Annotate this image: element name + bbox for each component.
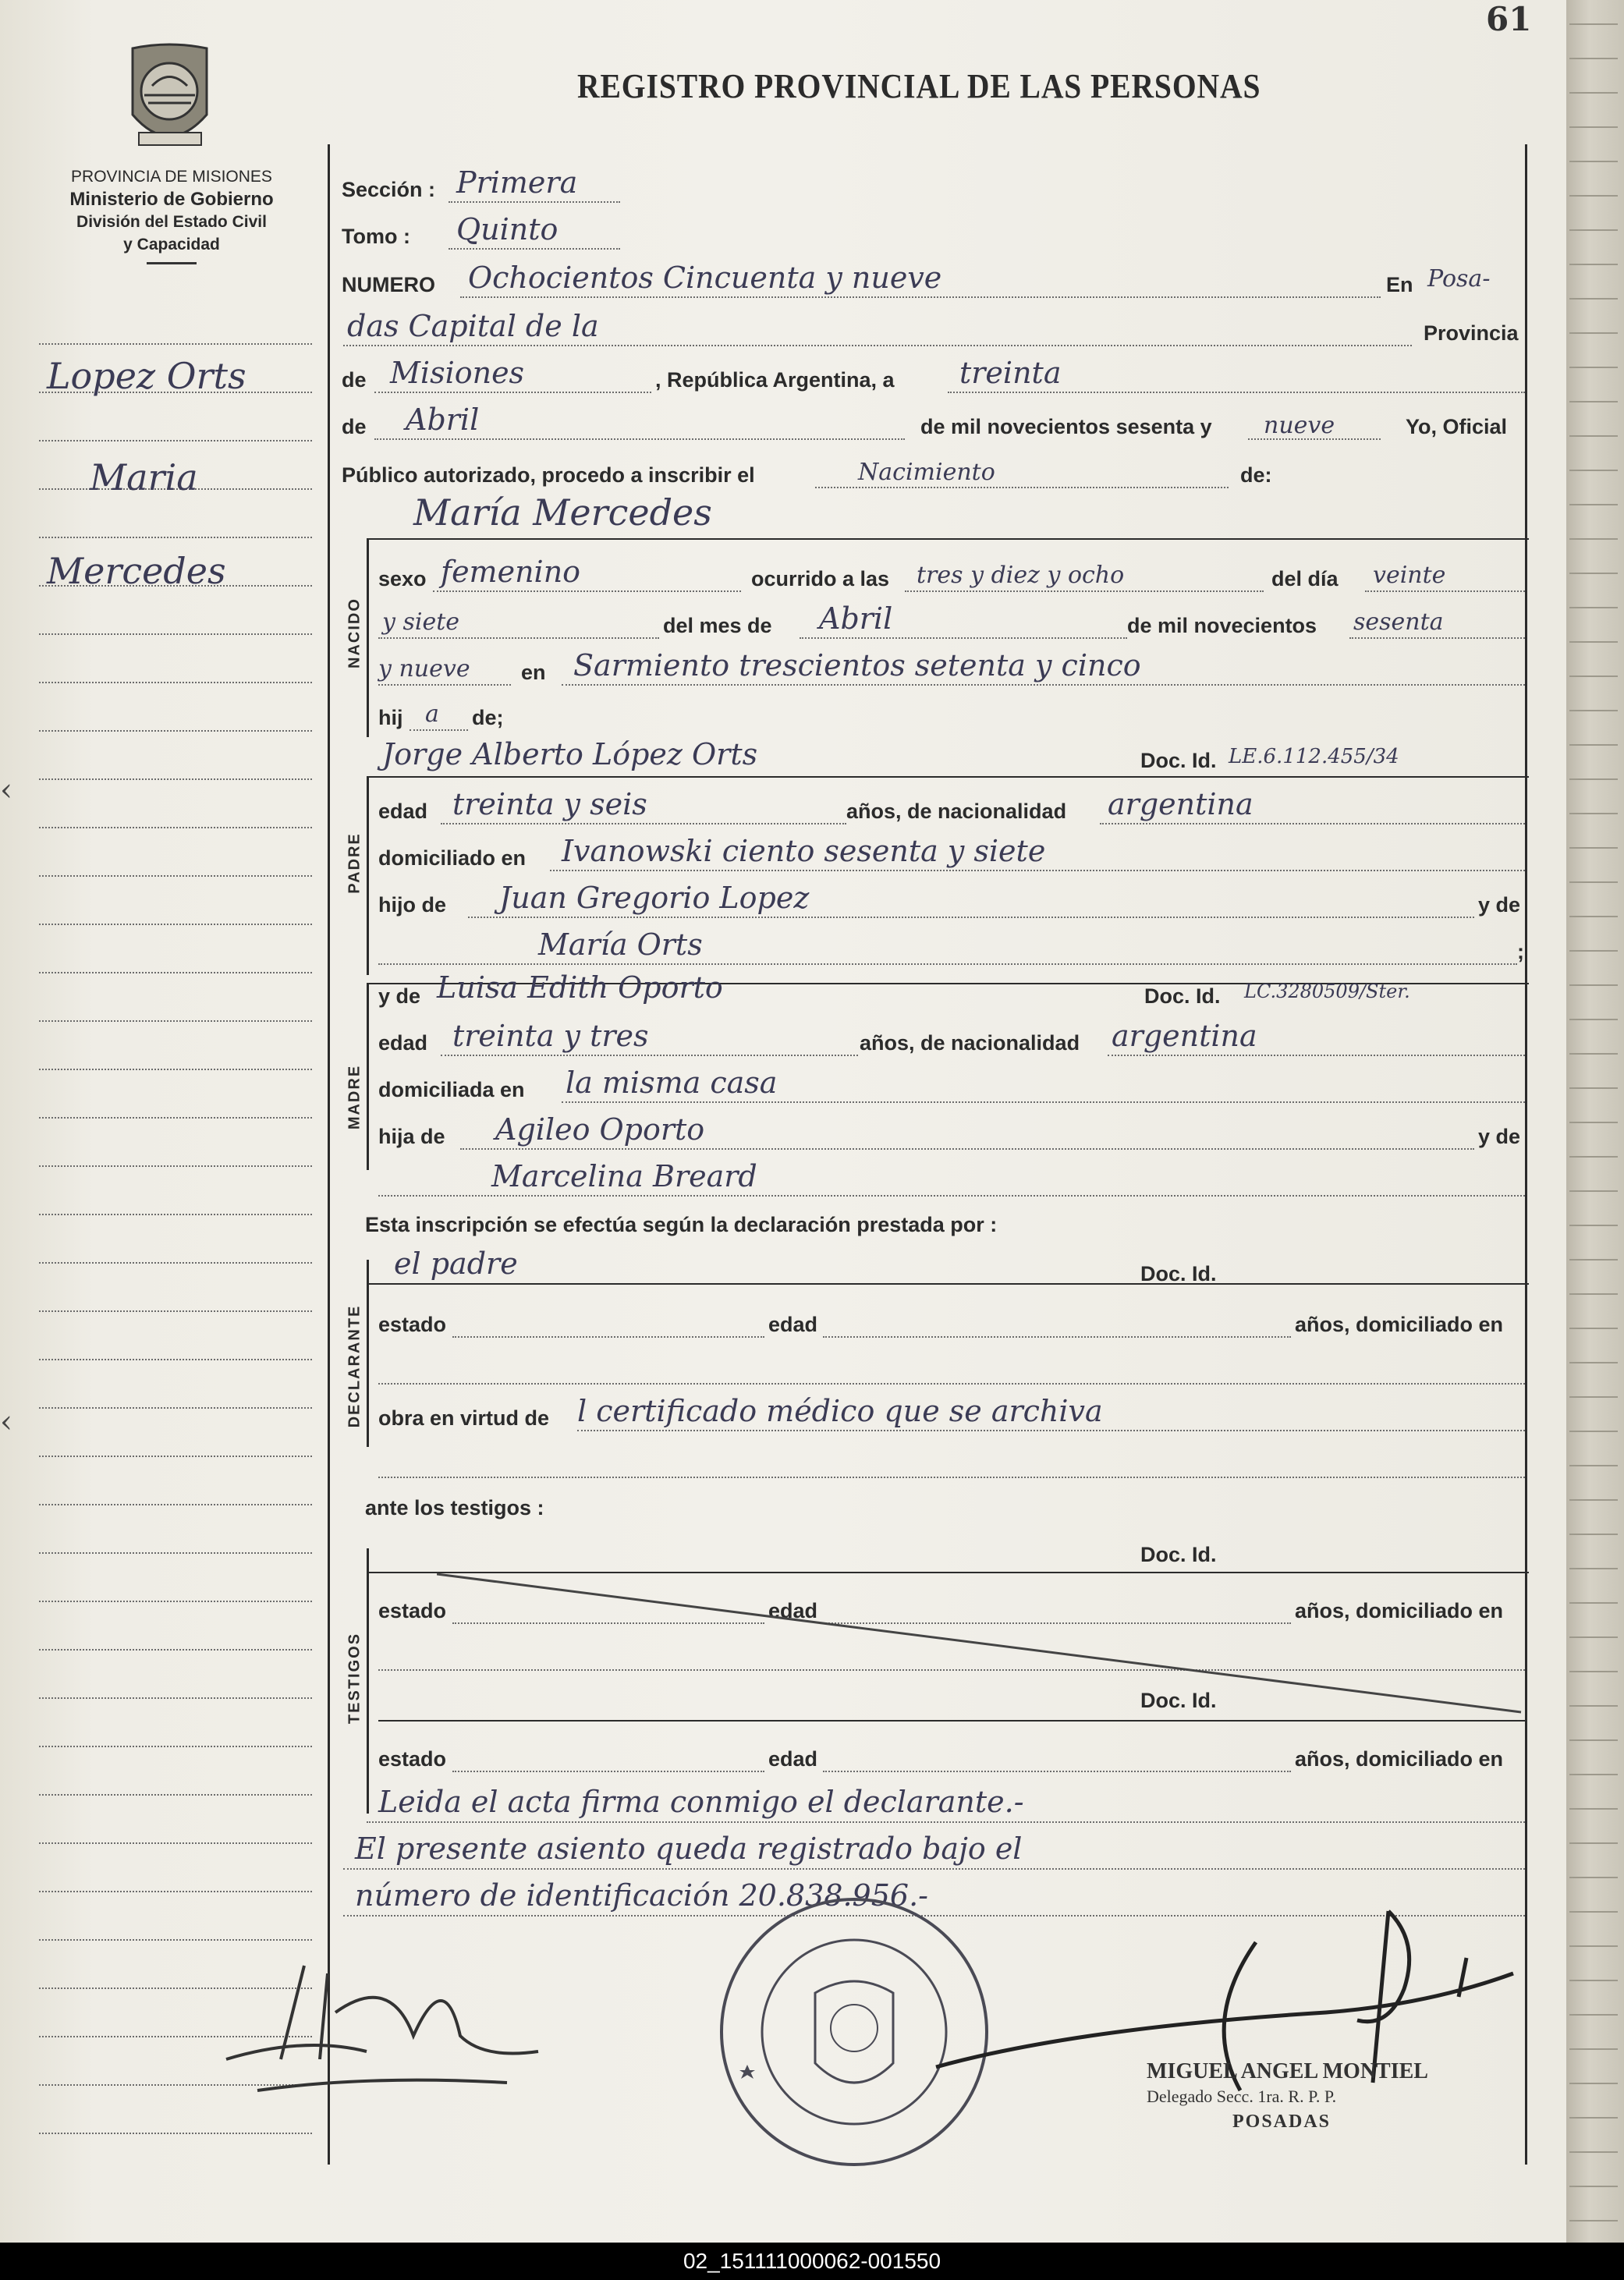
field-padre-padre: Juan Gregorio Lopez xyxy=(499,881,810,915)
side-label-padre: PADRE xyxy=(346,832,363,894)
edge-line xyxy=(1569,229,1618,231)
field-madre-nac: argentina xyxy=(1112,1019,1257,1053)
edge-line xyxy=(1569,367,1618,368)
margin-line xyxy=(39,1939,312,1941)
field-line xyxy=(460,296,1381,298)
margin-line xyxy=(39,1020,312,1022)
label-testigo1-edad: edad xyxy=(768,1599,818,1622)
edge-line xyxy=(1569,813,1618,814)
edge-line xyxy=(1569,23,1618,25)
edge-line xyxy=(1569,1911,1618,1913)
side-label-nacido: NACIDO xyxy=(346,597,363,668)
field-provincia: Misiones xyxy=(390,356,525,390)
margin-line xyxy=(39,2133,312,2134)
image-id-footer: 02_151111000062-001550 xyxy=(0,2243,1624,2280)
edge-line xyxy=(1569,1739,1618,1741)
label-ocurrido: ocurrido a las xyxy=(751,567,890,590)
province-seal-icon xyxy=(117,41,222,158)
margin-line xyxy=(39,1407,312,1409)
margin-line xyxy=(39,1552,312,1554)
field-line xyxy=(562,684,1525,686)
edge-line xyxy=(1569,1465,1618,1466)
field-dia-nac: veinte xyxy=(1373,562,1446,589)
field-numero: Ochocientos Cincuenta y nueve xyxy=(468,261,942,295)
edge-line xyxy=(1569,504,1618,505)
field-madre-doc: LC.3280509/Ster. xyxy=(1244,980,1410,1002)
edge-line xyxy=(1569,2014,1618,2016)
edge-line xyxy=(1569,1842,1618,1844)
edge-line xyxy=(1569,195,1618,197)
edge-line xyxy=(1569,1190,1618,1192)
edge-line xyxy=(1569,675,1618,677)
field-en-start: Posa- xyxy=(1427,265,1491,293)
margin-line xyxy=(39,1456,312,1457)
section-madre-bar xyxy=(367,983,369,1170)
margin-line xyxy=(39,633,312,635)
section-padre-bar xyxy=(367,776,369,975)
field-line xyxy=(452,1771,764,1772)
label-declarante-dom: años, domiciliado en xyxy=(1295,1313,1504,1336)
field-line xyxy=(823,1771,1291,1772)
field-padre-madre: María Orts xyxy=(538,927,703,962)
edge-line xyxy=(1569,264,1618,265)
field-sexo: femenino xyxy=(441,555,581,589)
margin-line xyxy=(39,1069,312,1070)
label-y-de: y de xyxy=(1478,893,1521,917)
field-anio: nueve xyxy=(1264,412,1335,439)
label-madre-edad: edad xyxy=(378,1031,428,1055)
margin-line xyxy=(39,730,312,732)
field-line xyxy=(367,1821,1525,1823)
field-line xyxy=(374,392,651,393)
field-obra: l certificado médico que se archiva xyxy=(577,1394,1103,1428)
field-line xyxy=(905,590,1264,592)
edge-line xyxy=(1569,1259,1618,1261)
field-hij-gender: a xyxy=(425,700,439,728)
field-line xyxy=(449,201,620,203)
margin-line xyxy=(39,972,312,973)
edge-line xyxy=(1569,607,1618,608)
edge-line xyxy=(1569,1328,1618,1329)
label-testigo2-doc: Doc. Id. xyxy=(1140,1689,1217,1712)
label-del-mes: del mes de xyxy=(663,614,772,637)
edge-line xyxy=(1569,1156,1618,1158)
label-hijo-de: hijo de xyxy=(378,893,446,917)
edge-line xyxy=(1569,1431,1618,1432)
label-padre-nac: años, de nacionalidad xyxy=(846,800,1067,823)
label-hij: hij xyxy=(378,706,403,729)
field-line xyxy=(441,823,846,824)
field-line xyxy=(378,637,659,639)
field-line xyxy=(460,1148,1474,1150)
edge-line xyxy=(1569,1636,1618,1638)
edge-line xyxy=(1569,1671,1618,1672)
label-madre-dom: domiciliada en xyxy=(378,1078,525,1101)
label-testigo2-estado: estado xyxy=(378,1747,447,1771)
note-line-1: Leida el acta firma conmigo el declarante.- xyxy=(378,1785,1024,1819)
margin-line xyxy=(39,1649,312,1651)
edge-line xyxy=(1569,2083,1618,2084)
field-line xyxy=(433,590,741,592)
frame-right-line xyxy=(1525,144,1527,2165)
label-testigos: ante los testigos : xyxy=(365,1496,544,1519)
label-testigo1-doc: Doc. Id. xyxy=(1140,1543,1217,1566)
field-padre-edad: treinta y seis xyxy=(452,787,647,821)
margin-line xyxy=(39,827,312,828)
margin-name2: Mercedes xyxy=(47,550,226,592)
edge-line xyxy=(1569,1774,1618,1775)
issuer-capacity: y Capacidad xyxy=(123,236,220,254)
margin-line xyxy=(39,682,312,683)
edge-line xyxy=(1569,1705,1618,1707)
declarant-signature xyxy=(211,1942,585,2098)
label-de2: de xyxy=(342,415,367,438)
label-padre-edad: edad xyxy=(378,800,428,823)
margin-line xyxy=(39,1891,312,1892)
field-line xyxy=(378,684,511,686)
edge-line xyxy=(1569,1053,1618,1055)
margin-tick-mark: ‹ xyxy=(0,1404,12,1440)
edge-line xyxy=(1569,2117,1618,2119)
edge-line xyxy=(1569,2220,1618,2221)
field-anio-nac2: y nueve xyxy=(378,655,470,683)
label-de-colon: de: xyxy=(1240,463,1272,487)
cancellation-stroke xyxy=(437,1568,1529,1724)
edge-line xyxy=(1569,1499,1618,1501)
edge-line xyxy=(1569,1534,1618,1535)
margin-line xyxy=(39,1262,312,1264)
edge-line xyxy=(1569,573,1618,574)
margin-line xyxy=(39,1214,312,1215)
section-declarante-top xyxy=(367,1283,1529,1285)
label-madre-doc: Doc. Id. xyxy=(1144,984,1221,1008)
page-number: 61 xyxy=(1486,0,1532,38)
field-mes-nac: Abril xyxy=(819,601,893,636)
edge-line xyxy=(1569,984,1618,986)
section-declarante-bar xyxy=(367,1260,369,1447)
edge-line xyxy=(1569,1122,1618,1123)
label-publico: Público autorizado, procedo a inscribir el xyxy=(342,463,755,487)
margin-line xyxy=(39,875,312,877)
edge-line xyxy=(1569,2151,1618,2153)
edge-line xyxy=(1569,1568,1618,1569)
field-dia: treinta xyxy=(959,356,1062,390)
margin-line xyxy=(39,1601,312,1602)
field-padre: Jorge Alberto López Orts xyxy=(382,737,758,771)
label-y-de-madre2: y de xyxy=(1478,1125,1521,1148)
edge-line xyxy=(1569,1945,1618,1947)
label-yo: Yo, Oficial xyxy=(1406,415,1508,438)
field-line xyxy=(948,392,1525,393)
edge-line xyxy=(1569,778,1618,780)
label-obra: obra en virtud de xyxy=(378,1406,550,1430)
label-declaracion: Esta inscripción se efectúa según la declaración prestada por : xyxy=(365,1213,998,1236)
edge-line xyxy=(1569,1808,1618,1810)
field-nombre: María Mercedes xyxy=(413,491,712,534)
margin-name1: Maria xyxy=(90,456,198,498)
edge-line xyxy=(1569,1396,1618,1398)
margin-line xyxy=(39,924,312,925)
edge-line xyxy=(1569,1019,1618,1020)
edge-line xyxy=(1569,1980,1618,1981)
label-testigo1-dom: años, domiciliado en xyxy=(1295,1599,1504,1622)
label-testigo2-edad: edad xyxy=(768,1747,818,1771)
field-line xyxy=(562,1101,1525,1103)
label-del-dia: del día xyxy=(1271,567,1339,590)
field-dia-nac2: y siete xyxy=(382,608,460,636)
side-label-testigos: TESTIGOS xyxy=(346,1632,363,1725)
field-line xyxy=(343,1868,1525,1870)
edge-line xyxy=(1569,1362,1618,1363)
edge-line xyxy=(1569,641,1618,643)
edge-line xyxy=(1569,401,1618,402)
issuer-block xyxy=(16,165,328,264)
margin-line xyxy=(39,1842,312,1844)
field-line xyxy=(452,1336,764,1338)
edge-line xyxy=(1569,435,1618,437)
edge-line xyxy=(1569,710,1618,711)
label-de: de xyxy=(342,368,367,392)
field-seccion: Primera xyxy=(456,165,578,200)
field-hora: tres y diez y ocho xyxy=(917,562,1125,589)
field-line xyxy=(378,963,1517,965)
label-madre-nac: años, de nacionalidad xyxy=(860,1031,1080,1055)
margin-line xyxy=(39,1165,312,1167)
field-line xyxy=(800,637,1127,639)
margin-surname: Lopez Orts xyxy=(47,355,246,397)
label-mil2: de mil novecientos xyxy=(1127,614,1317,637)
label-testigo2-dom: años, domiciliado en xyxy=(1295,1747,1504,1771)
margin-line xyxy=(39,343,312,345)
edge-line xyxy=(1569,744,1618,746)
label-hija-de: hija de xyxy=(378,1125,445,1148)
field-madre-padre: Agileo Oporto xyxy=(495,1112,705,1147)
field-padre-doc: LE.6.112.455/34 xyxy=(1229,745,1399,768)
section-nacido-top xyxy=(367,538,1529,540)
edge-line xyxy=(1569,298,1618,300)
field-declarante: el padre xyxy=(394,1246,518,1281)
field-line xyxy=(378,1195,1525,1197)
label-testigo1-estado: estado xyxy=(378,1599,447,1622)
field-line xyxy=(550,870,1525,871)
label-declarante-estado: estado xyxy=(378,1313,447,1336)
label-de-semicolon: de; xyxy=(472,706,504,729)
note-line-3: número de identificación 20.838.956.- xyxy=(355,1878,928,1913)
margin-line xyxy=(39,778,312,780)
field-mes: Abril xyxy=(406,402,480,437)
label-provincia: Provincia xyxy=(1424,321,1519,345)
edge-line xyxy=(1569,1293,1618,1295)
label-padre-dom: domiciliado en xyxy=(378,846,527,870)
field-tomo: Quinto xyxy=(456,212,558,246)
edge-line xyxy=(1569,161,1618,162)
field-line xyxy=(441,1055,858,1056)
field-line xyxy=(378,1383,1525,1385)
field-line xyxy=(1108,1055,1525,1056)
official-role: Delegado Secc. 1ra. R. P. P. xyxy=(1147,2087,1337,2106)
field-line xyxy=(343,345,1412,346)
official-block xyxy=(1147,2059,1428,2134)
label-y-de-madre: y de xyxy=(378,984,421,1008)
edge-line xyxy=(1569,1225,1618,1226)
edge-line xyxy=(1569,881,1618,883)
field-line xyxy=(815,487,1229,488)
label-tomo: Tomo : xyxy=(342,225,410,248)
label-declarante-doc: Doc. Id. xyxy=(1140,1262,1217,1285)
margin-line xyxy=(39,1697,312,1699)
margin-line xyxy=(39,1117,312,1119)
field-line xyxy=(410,729,468,731)
margin-line xyxy=(39,1310,312,1312)
label-republica: , República Argentina, a xyxy=(655,368,895,392)
edge-line xyxy=(1569,332,1618,334)
label-mil: de mil novecientos sesenta y xyxy=(920,415,1212,438)
field-en-cont: das Capital de la xyxy=(347,309,599,343)
edge-line xyxy=(1569,1602,1618,1604)
field-line xyxy=(1365,590,1525,592)
field-madre-edad: treinta y tres xyxy=(452,1019,649,1053)
frame-left-line xyxy=(328,144,330,2165)
field-acto: Nacimiento xyxy=(858,459,995,486)
field-madre-dom: la misma casa xyxy=(566,1066,778,1100)
field-line xyxy=(1100,823,1525,824)
official-name: MIGUEL ANGEL MONTIEL xyxy=(1147,2059,1428,2083)
margin-tick-mark: ‹ xyxy=(0,772,12,808)
note-line-2: El presente asiento queda registrado bajo el xyxy=(355,1831,1023,1866)
edge-line xyxy=(1569,1877,1618,1878)
edge-line xyxy=(1569,2048,1618,2050)
official-city: POSADAS xyxy=(1232,2112,1331,2132)
margin-line xyxy=(39,537,312,538)
field-line xyxy=(378,1477,1525,1478)
field-line xyxy=(1349,637,1525,639)
margin-line xyxy=(39,1746,312,1747)
edge-line xyxy=(1569,92,1618,94)
section-padre-top xyxy=(367,776,1529,778)
label-declarante-edad: edad xyxy=(768,1313,818,1336)
label-padre-doc: Doc. Id. xyxy=(1140,749,1217,772)
margin-line xyxy=(39,1794,312,1796)
margin-line xyxy=(39,1359,312,1360)
edge-line xyxy=(1569,470,1618,471)
field-line xyxy=(577,1430,1525,1431)
side-label-declarante: DECLARANTE xyxy=(346,1304,363,1428)
edge-line xyxy=(1569,847,1618,849)
edge-line xyxy=(1569,2186,1618,2187)
margin-line xyxy=(39,440,312,441)
issuer-ministry: Ministerio de Gobierno xyxy=(69,189,274,210)
field-line xyxy=(374,438,905,440)
edge-line xyxy=(1569,950,1618,952)
field-line xyxy=(449,248,620,250)
issuer-province: PROVINCIA DE MISIONES xyxy=(71,168,272,186)
label-semicolon: ; xyxy=(1517,940,1524,963)
field-padre-nac: argentina xyxy=(1108,787,1253,821)
section-testigos-bar xyxy=(367,1548,369,1814)
label-numero: NUMERO xyxy=(342,273,435,296)
edge-line xyxy=(1569,538,1618,540)
issuer-division: División del Estado Civil xyxy=(76,213,267,231)
label-en2: en xyxy=(521,661,546,684)
document-title: REGISTRO PROVINCIAL DE LAS PERSONAS xyxy=(577,67,1261,105)
edge-line xyxy=(1569,126,1618,128)
issuer-rule xyxy=(147,262,197,264)
field-line xyxy=(468,917,1474,918)
edge-line xyxy=(1569,1087,1618,1089)
field-line xyxy=(823,1336,1291,1338)
edge-line xyxy=(1569,916,1618,917)
field-madre: Luisa Edith Oporto xyxy=(437,970,723,1005)
section-nacido-bar xyxy=(367,538,369,737)
label-seccion: Sección : xyxy=(342,178,436,201)
field-madre-madre: Marcelina Breard xyxy=(491,1159,757,1193)
label-en: En xyxy=(1386,273,1413,296)
field-anio-nac: sesenta xyxy=(1353,608,1444,636)
edge-line xyxy=(1569,58,1618,59)
label-sexo: sexo xyxy=(378,567,427,590)
side-label-madre: MADRE xyxy=(346,1064,363,1130)
field-lugar: Sarmiento trescientos setenta y cinco xyxy=(573,648,1141,683)
field-padre-dom: Ivanowski ciento sesenta y siete xyxy=(562,834,1046,868)
margin-line xyxy=(39,1504,312,1505)
